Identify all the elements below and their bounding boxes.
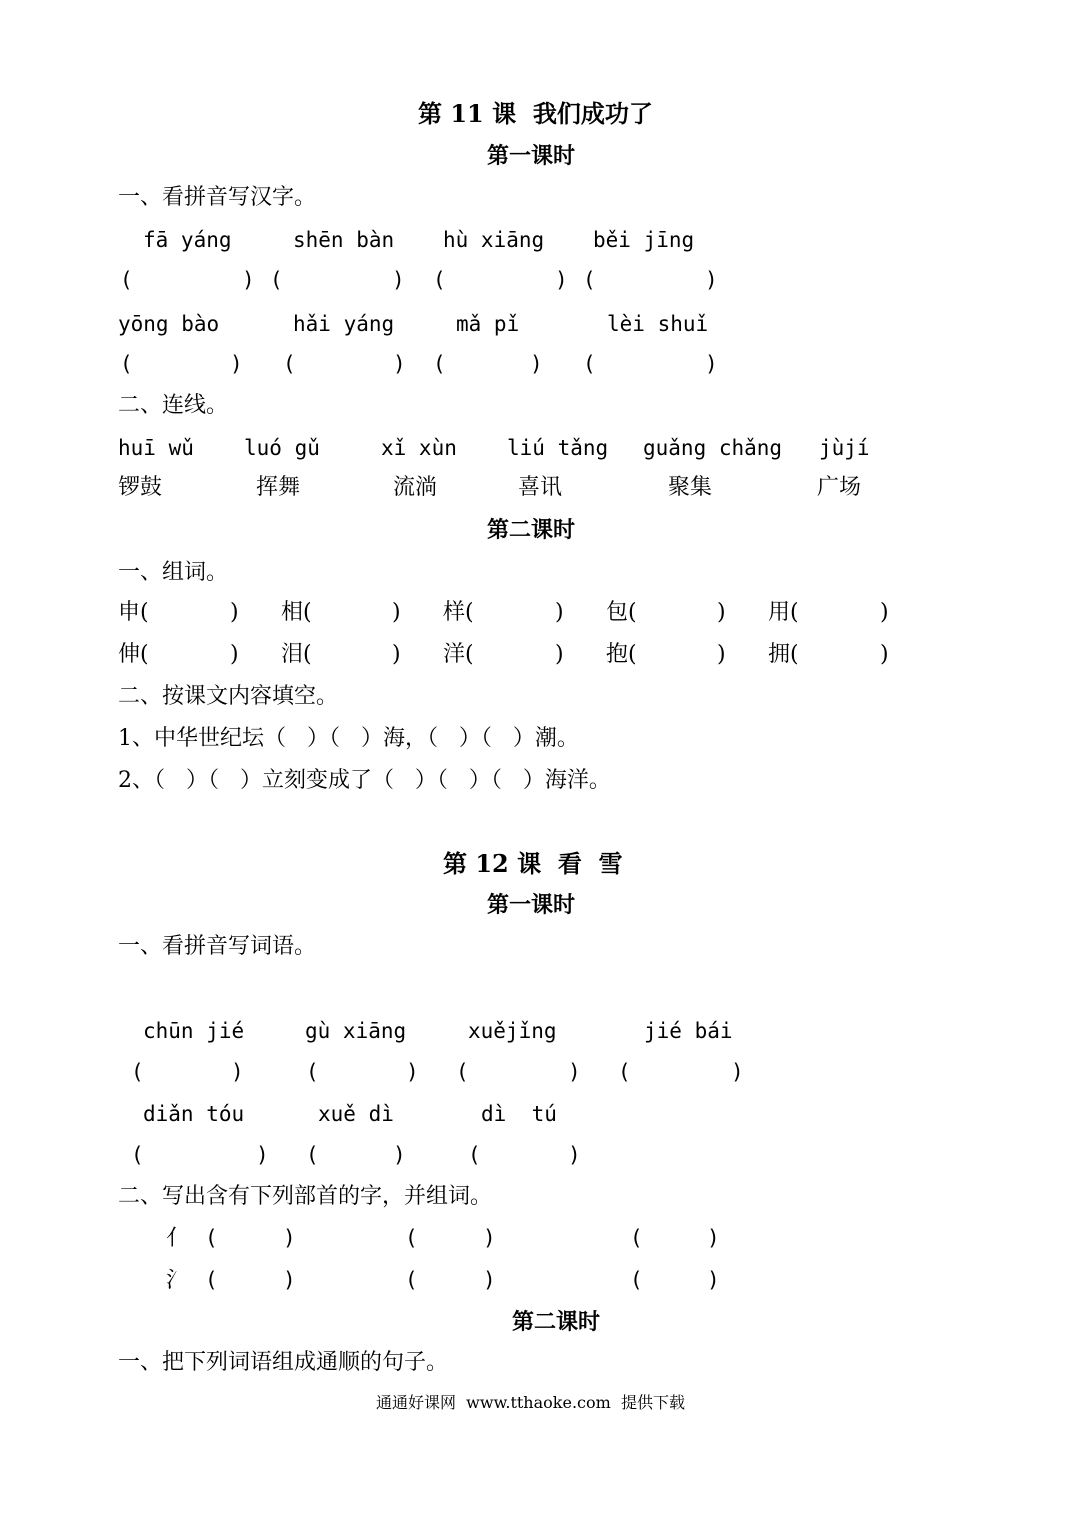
paren-open: ( xyxy=(583,268,596,292)
word-group-char: 拥( xyxy=(768,642,799,667)
pinyin-item: dì tú xyxy=(481,1102,557,1126)
paren-open: ( xyxy=(630,1226,643,1250)
paren-close: ) xyxy=(568,1143,581,1167)
word-group-char: 抱( xyxy=(606,642,637,667)
paren-open: ( xyxy=(270,268,283,292)
paren-close: ) xyxy=(393,1143,406,1167)
l11-s2-q1-heading: 一、组词。 xyxy=(118,560,229,585)
paren-open: ( xyxy=(433,268,446,292)
paren-open: ( xyxy=(283,352,296,376)
paren-close: ) xyxy=(242,268,255,292)
word-group-char: 相( xyxy=(281,600,312,625)
pinyin-item: chūn jié xyxy=(143,1019,245,1043)
paren-close: ) xyxy=(731,1060,744,1084)
word-group-close: ) xyxy=(880,642,889,667)
paren-close: ) xyxy=(483,1226,496,1250)
lesson-11-session-2-label: 第二课时 xyxy=(487,517,576,543)
paren-open: ( xyxy=(456,1060,469,1084)
word-group-char: 用( xyxy=(768,600,799,625)
paren-open: ( xyxy=(630,1268,643,1292)
match-word: 流淌 xyxy=(393,475,438,500)
fill-blank-1: 1、中华世纪坛（ ）（ ）海，（ ）（ ）潮。 xyxy=(118,726,579,751)
page-footer: 通通好课网 www.tthaoke.com 提供下载 xyxy=(376,1393,685,1412)
match-pinyin: guǎng chǎng xyxy=(643,436,783,460)
word-group-char: 泪( xyxy=(281,642,312,667)
paren-open: ( xyxy=(120,352,133,376)
pinyin-item: hù xiāng xyxy=(443,228,545,252)
match-word: 锣鼓 xyxy=(118,475,163,500)
paren-open: ( xyxy=(468,1143,481,1167)
match-pinyin: luó gǔ xyxy=(244,436,320,460)
l12-s1-q2-heading: 二、写出含有下列部首的字，并组词。 xyxy=(118,1184,493,1209)
lesson-11-session-1-label: 第一课时 xyxy=(487,143,576,169)
lesson-12-session-2-label: 第二课时 xyxy=(512,1309,601,1335)
paren-open: ( xyxy=(120,268,133,292)
paren-close: ) xyxy=(231,1060,244,1084)
word-group-char: 洋( xyxy=(443,642,474,667)
paren-open: ( xyxy=(205,1268,218,1292)
paren-open: ( xyxy=(405,1226,418,1250)
match-word: 喜讯 xyxy=(518,475,563,500)
l11-s1-q2-heading: 二、连线。 xyxy=(118,393,229,418)
paren-close: ) xyxy=(707,1226,720,1250)
pinyin-item: gù xiāng xyxy=(305,1019,407,1043)
pinyin-item: běi jīng xyxy=(593,228,695,252)
pinyin-item: xuějǐng xyxy=(468,1019,557,1043)
paren-open: ( xyxy=(131,1143,144,1167)
paren-open: ( xyxy=(433,352,446,376)
word-group-char: 样( xyxy=(443,600,474,625)
l12-s1-q1-heading: 一、看拼音写词语。 xyxy=(118,934,317,959)
paren-open: ( xyxy=(405,1268,418,1292)
paren-close: ) xyxy=(392,268,405,292)
l12-s2-q1-heading: 一、把下列词语组成通顺的句子。 xyxy=(118,1350,449,1375)
word-group-close: ) xyxy=(230,600,239,625)
paren-close: ) xyxy=(230,352,243,376)
word-group-char: 包( xyxy=(606,600,637,625)
radical-person: 亻 xyxy=(166,1226,189,1251)
word-group-close: ) xyxy=(230,642,239,667)
paren-close: ) xyxy=(707,1268,720,1292)
pinyin-item: jié bái xyxy=(644,1019,733,1043)
paren-close: ) xyxy=(705,352,718,376)
match-word: 广场 xyxy=(817,475,862,500)
paren-close: ) xyxy=(283,1226,296,1250)
match-pinyin: xǐ xùn xyxy=(381,436,457,460)
match-pinyin: jùjí xyxy=(819,436,870,460)
lesson-12-title: 第 12 课 看 雪 xyxy=(443,849,623,878)
paren-close: ) xyxy=(568,1060,581,1084)
word-group-close: ) xyxy=(880,600,889,625)
paren-close: ) xyxy=(705,268,718,292)
pinyin-item: hǎi yáng xyxy=(293,312,395,336)
paren-open: ( xyxy=(618,1060,631,1084)
word-group-close: ) xyxy=(555,600,564,625)
l11-s2-q2-heading: 二、按课文内容填空。 xyxy=(118,684,339,709)
pinyin-item: xuě dì xyxy=(318,1102,394,1126)
word-group-close: ) xyxy=(392,642,401,667)
paren-close: ) xyxy=(483,1268,496,1292)
pinyin-item: lèi shuǐ xyxy=(607,312,709,336)
pinyin-item: yōng bào xyxy=(118,312,220,336)
fill-blank-2: 2、（ ）（ ）立刻变成了（ ）（ ）（ ）海洋。 xyxy=(118,768,611,793)
paren-open: ( xyxy=(306,1143,319,1167)
paren-open: ( xyxy=(131,1060,144,1084)
paren-close: ) xyxy=(256,1143,269,1167)
lesson-12-session-1-label: 第一课时 xyxy=(487,892,576,918)
paren-open: ( xyxy=(205,1226,218,1250)
match-pinyin: liú tǎng xyxy=(507,436,609,460)
lesson-11-title: 第 11 课 我们成功了 xyxy=(418,99,653,128)
paren-close: ) xyxy=(530,352,543,376)
word-group-close: ) xyxy=(392,600,401,625)
radical-water: 氵 xyxy=(166,1268,189,1293)
word-group-close: ) xyxy=(717,642,726,667)
match-pinyin: huī wǔ xyxy=(118,436,194,460)
paren-close: ) xyxy=(393,352,406,376)
pinyin-item: mǎ pǐ xyxy=(456,312,520,336)
word-group-char: 申( xyxy=(118,600,149,625)
pinyin-item: shēn bàn xyxy=(293,228,395,252)
word-group-close: ) xyxy=(555,642,564,667)
match-word: 挥舞 xyxy=(256,475,301,500)
match-word: 聚集 xyxy=(668,475,713,500)
paren-close: ) xyxy=(283,1268,296,1292)
word-group-close: ) xyxy=(717,600,726,625)
paren-close: ) xyxy=(555,268,568,292)
paren-open: ( xyxy=(306,1060,319,1084)
paren-open: ( xyxy=(583,352,596,376)
word-group-char: 伸( xyxy=(118,642,149,667)
l11-s1-q1-heading: 一、看拼音写汉字。 xyxy=(118,185,317,210)
paren-close: ) xyxy=(406,1060,419,1084)
pinyin-item: fā yáng xyxy=(143,228,232,252)
pinyin-item: diǎn tóu xyxy=(143,1102,245,1126)
